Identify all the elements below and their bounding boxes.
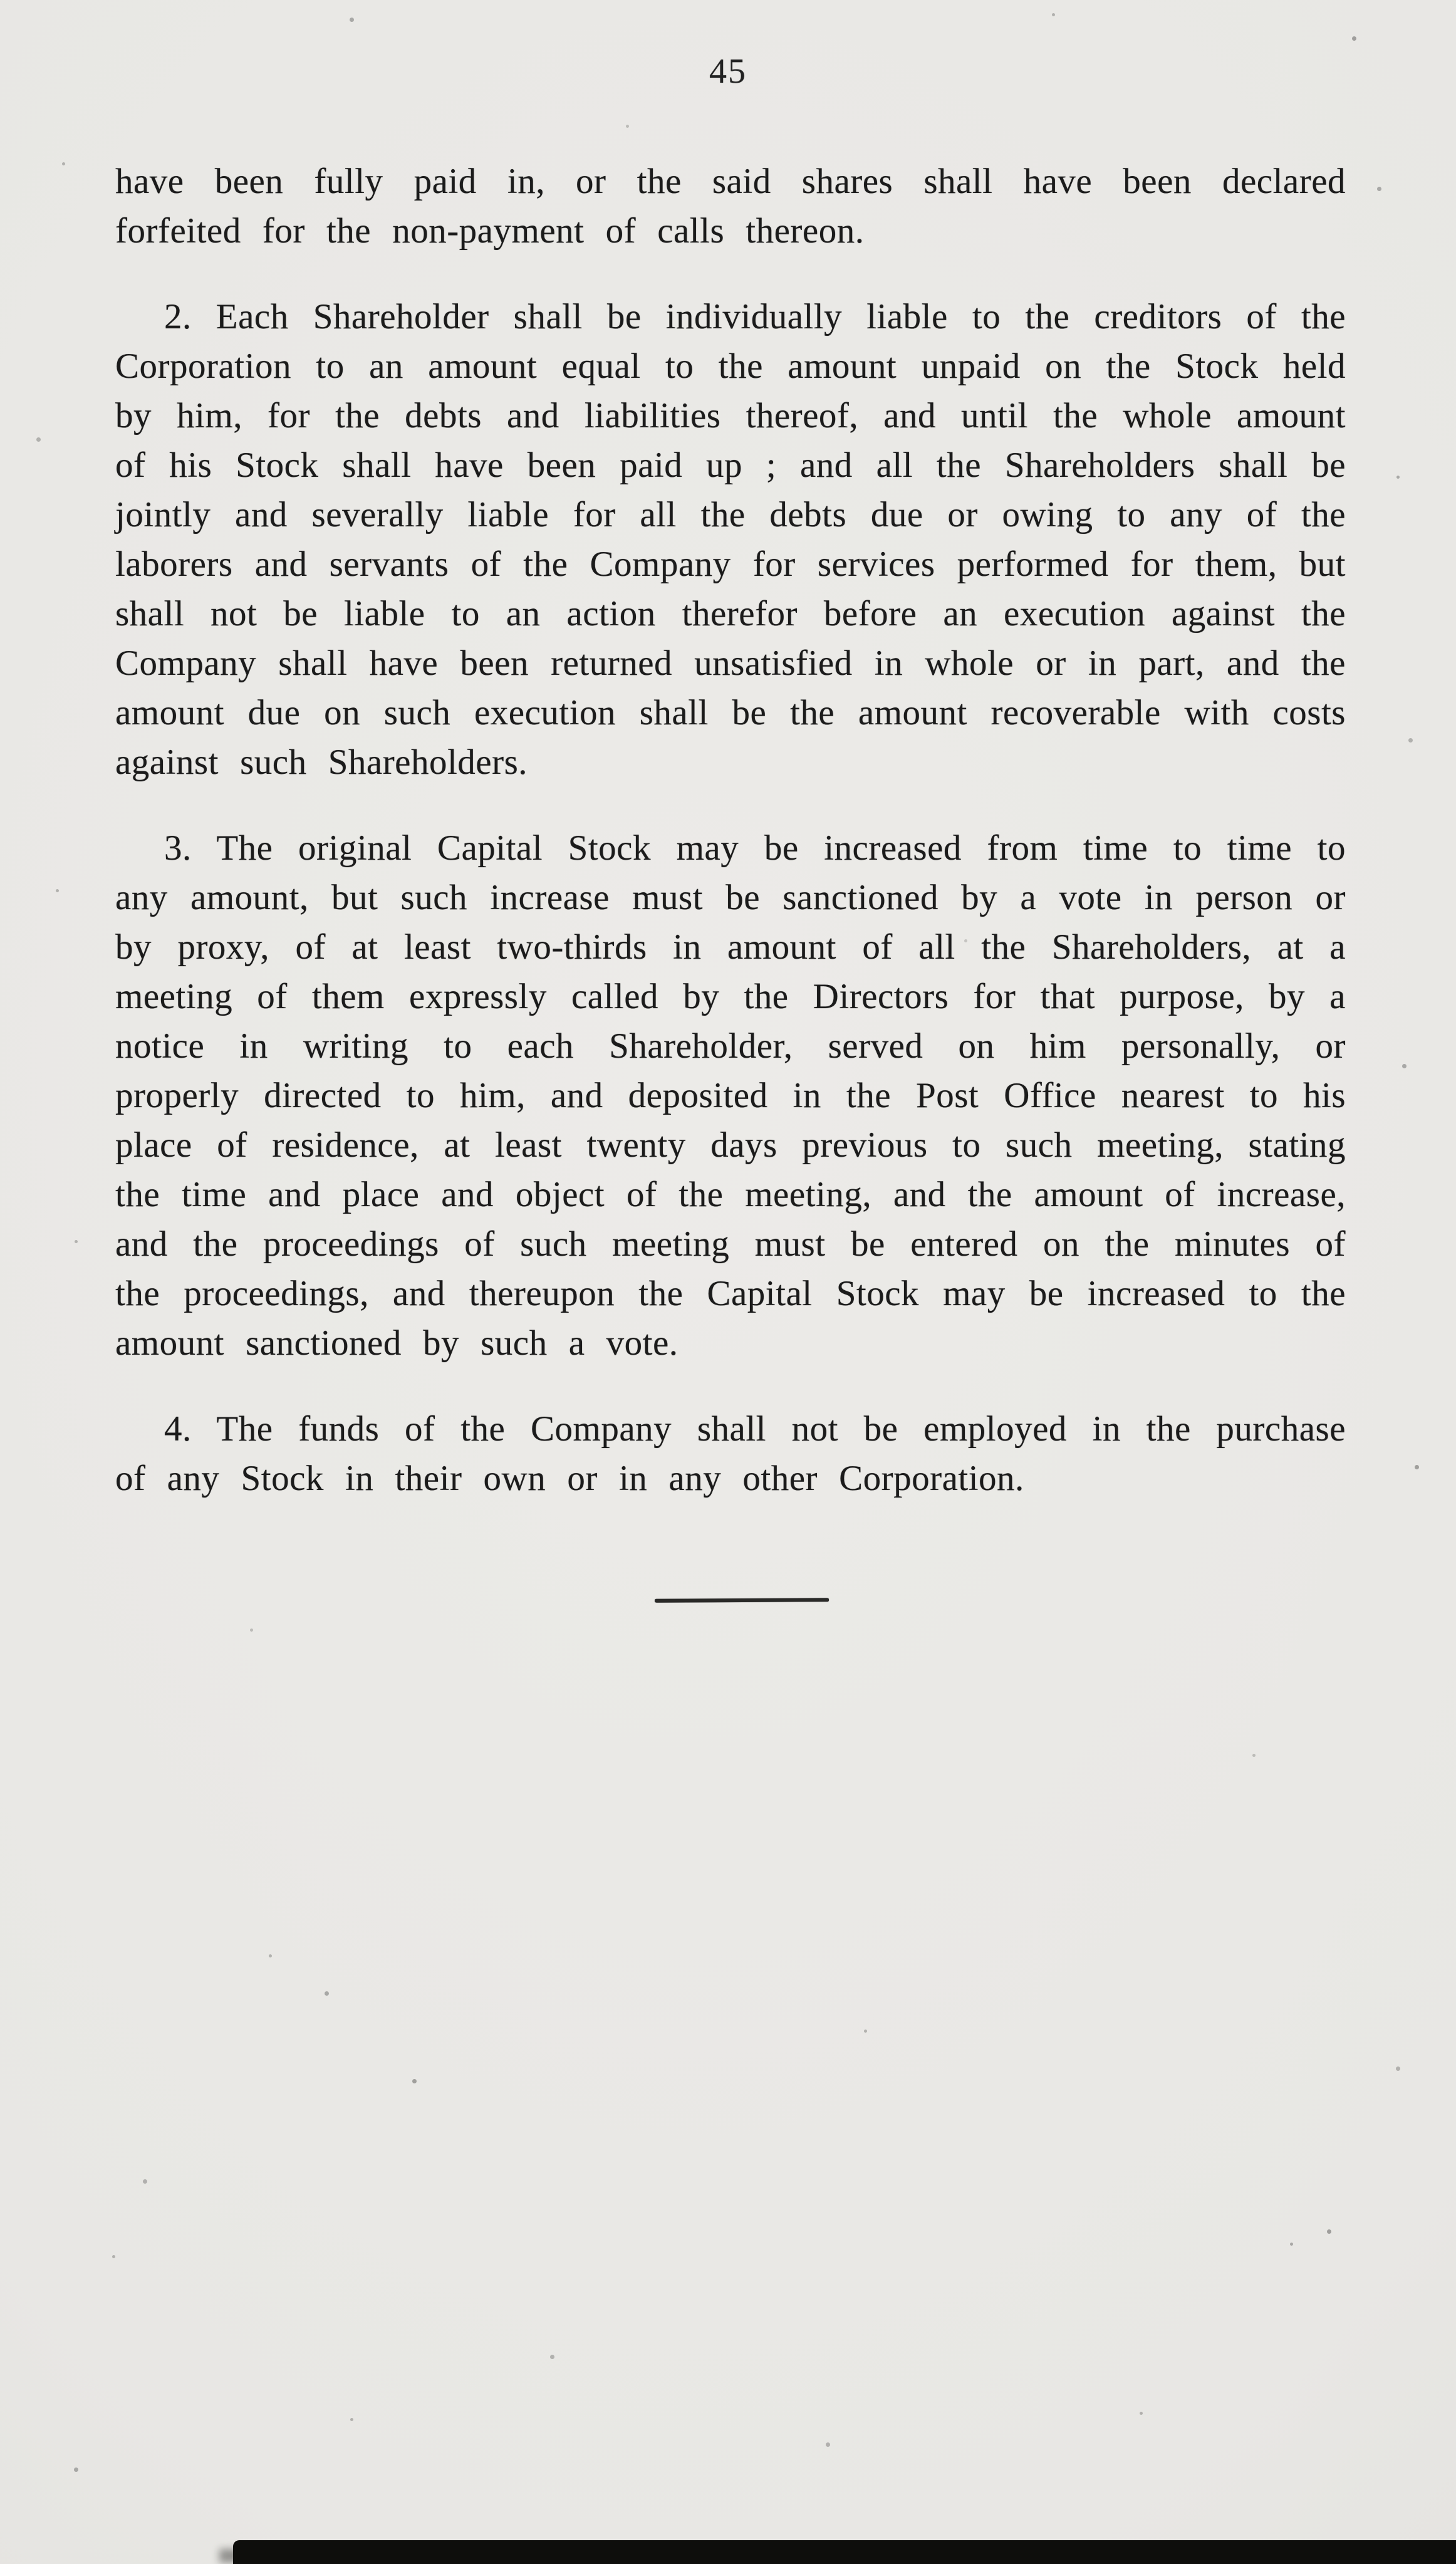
paragraph-section-4: 4. The funds of the Company shall not be employed in the purchase of any Stock in their own or in any other Corporation.	[115, 1409, 1346, 1498]
paragraph-continuation: have been fully paid in, or the said shares shall have been declared forfeited for the non-payment of calls thereon.	[115, 162, 1346, 251]
paragraph-section-3: 3. The original Capital Stock may be increased from time to time to any amount, but such increase must be sanctioned by a vote in person or by proxy, of at least two-thirds in amount of all the Shareholders, at a meeting of them expressly called by the Directors for that purpose, by a notice in writing to each Shareholder, served on him personally, or properly directed to him, and deposited in the Post Office nearest to his place of residence, at least twenty days previous to such meeting, stating the time and place and object of the meeting, and the amount of increase, and the proceedings of such meeting must be entered on the minutes of the proceedings, and thereupon the Capital Stock may be increased to the amount sanctioned by such a vote.	[115, 828, 1346, 1363]
section-divider-rule	[655, 1598, 829, 1602]
page-number: 45	[709, 52, 747, 91]
paragraph-section-2: 2. Each Shareholder shall be individually liable to the creditors of the Corporation to an amount equal to the amount unpaid on the Stock held by him, for the debts and liabilities thereof, and until the whole amount of his Stock shall have been paid up ; and all the Shareholders shall be jointly and severally liable for all the debts due or owing to any of the laborers and servants of the Company for services performed for them, but shall not be liable to an action therefor before an execution against the Company shall have been returned unsatisfied in whole or in part, and the amount due on such execution shall be the amount recoverable with costs against such Shareholders.	[115, 297, 1346, 782]
scan-edge-artifact	[233, 2540, 1456, 2564]
page-header	[0, 0, 1456, 91]
text-block	[0, 157, 1456, 1602]
